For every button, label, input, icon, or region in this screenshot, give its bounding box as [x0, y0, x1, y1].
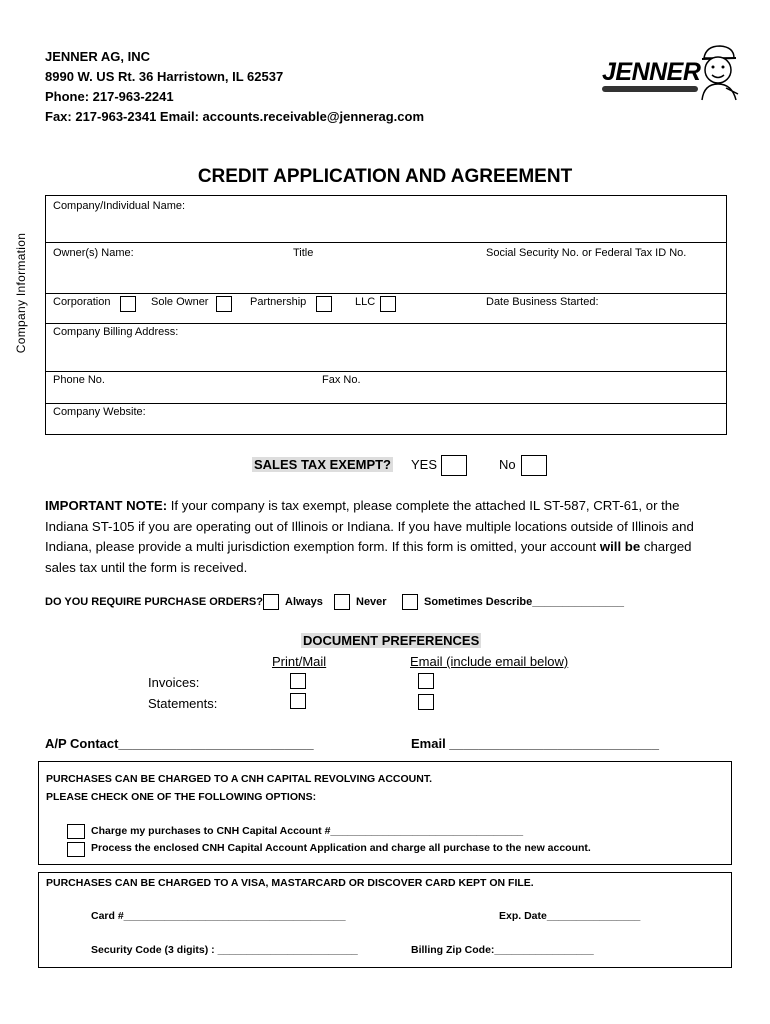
email-field[interactable]: Email _____________________________ — [411, 736, 659, 751]
company-information-box — [45, 195, 727, 435]
cnh-option-1-checkbox[interactable] — [67, 824, 85, 839]
partnership-label: Partnership — [250, 296, 307, 308]
cnh-option-2-checkbox[interactable] — [67, 842, 85, 857]
section-label-company-information: Company Information — [14, 232, 28, 353]
po-sometimes-checkbox[interactable] — [402, 594, 418, 610]
page-title: CREDIT APPLICATION AND AGREEMENT — [197, 166, 573, 187]
note-lead: IMPORTANT NOTE: — [45, 498, 168, 513]
partnership-checkbox[interactable] — [316, 296, 332, 312]
ssn-label: Social Security No. or Federal Tax ID No. — [486, 247, 687, 259]
jenner-logo — [596, 44, 741, 102]
fax-label: Fax No. — [322, 374, 361, 386]
cnh-option-2-label: Process the enclosed CNH Capital Account Application and charge all purchase to the new account. — [91, 842, 591, 854]
po-never-label: Never — [356, 596, 387, 608]
llc-checkbox[interactable] — [380, 296, 396, 312]
purchase-order-question: DO YOU REQUIRE PURCHASE ORDERS? — [45, 596, 263, 608]
po-never-checkbox[interactable] — [334, 594, 350, 610]
print-mail-column-header: Print/Mail — [272, 654, 327, 669]
corporation-label: Corporation — [53, 296, 111, 308]
title-label: Title — [293, 247, 314, 259]
company-phone: Phone: 217-963-2241 — [45, 89, 174, 104]
exp-date-field[interactable]: Exp. Date________________ — [499, 910, 641, 922]
company-address: 8990 W. US Rt. 36 Harristown, IL 62537 — [45, 69, 284, 84]
llc-label: LLC — [355, 296, 376, 308]
logo-text: JENNER — [602, 58, 701, 86]
card-number-field[interactable]: Card #______________________________________ — [91, 910, 346, 922]
phone-label: Phone No. — [53, 374, 105, 386]
tax-yes-checkbox[interactable] — [441, 455, 467, 476]
billing-zip-field[interactable]: Billing Zip Code:_________________ — [411, 944, 594, 956]
divider — [46, 403, 726, 404]
divider — [46, 293, 726, 294]
date-started-label: Date Business Started: — [486, 296, 599, 308]
cnh-line-1: PURCHASES CAN BE CHARGED TO A CNH CAPITAL REVOLVING ACCOUNT. — [46, 773, 432, 785]
invoices-email-checkbox[interactable] — [418, 673, 434, 689]
sole-owner-checkbox[interactable] — [216, 296, 232, 312]
card-heading: PURCHASES CAN BE CHARGED TO A VISA, MASTARCARD OR DISCOVER CARD KEPT ON FILE. — [46, 877, 534, 889]
cnh-line-2: PLEASE CHECK ONE OF THE FOLLOWING OPTIONS: — [46, 791, 317, 803]
website-label: Company Website: — [53, 406, 146, 418]
invoices-label: Invoices: — [148, 675, 200, 690]
divider — [46, 323, 726, 324]
document-preferences-title: DOCUMENT PREFERENCES — [303, 633, 480, 648]
corporation-checkbox[interactable] — [120, 296, 136, 312]
sole-owner-label: Sole Owner — [151, 296, 209, 308]
billing-address-label: Company Billing Address: — [53, 326, 179, 338]
cnh-option-1-label: Charge my purchases to CNH Capital Account #_________________________________ — [91, 825, 524, 837]
statements-email-checkbox[interactable] — [418, 694, 434, 710]
sales-tax-exempt-label: SALES TAX EXEMPT? — [254, 457, 391, 472]
logo-swoosh — [602, 86, 698, 92]
note-emphasis: will be — [599, 539, 641, 554]
note-tail: charged sales tax until the form is received. — [45, 539, 692, 575]
mascot-icon — [694, 44, 742, 102]
invoices-print-checkbox[interactable] — [290, 673, 306, 689]
company-name: JENNER AG, INC — [45, 49, 150, 64]
note-body: If your company is tax exempt, please complete the attached IL ST-587, CRT-61, or the Indiana ST-105 if you are operating out of Illinois or Indiana. If you have multiple locations outside of Illinois and Indiana, please provide a multi jurisdiction exemption form. If this form is omitted, your account — [45, 498, 694, 554]
company-name-label: Company/Individual Name: — [53, 200, 186, 212]
important-note — [45, 496, 725, 578]
divider — [46, 371, 726, 372]
ap-contact-field[interactable]: A/P Contact___________________________ — [45, 736, 314, 751]
statements-label: Statements: — [148, 696, 218, 711]
cnh-capital-box — [38, 761, 732, 865]
tax-no-checkbox[interactable] — [521, 455, 547, 476]
tax-yes-label: YES — [411, 457, 438, 472]
divider — [46, 242, 726, 243]
statements-print-checkbox[interactable] — [290, 693, 306, 709]
email-column-header: Email (include email below) — [410, 654, 569, 669]
po-sometimes-label: Sometimes Describe_______________ — [424, 596, 624, 608]
company-header — [45, 47, 424, 127]
owner-name-label: Owner(s) Name: — [53, 247, 134, 259]
po-always-label: Always — [285, 596, 323, 608]
credit-card-box — [38, 872, 732, 968]
po-always-checkbox[interactable] — [263, 594, 279, 610]
company-fax-email: Fax: 217-963-2341 Email: accounts.receivable@jennerag.com — [45, 109, 425, 124]
tax-no-label: No — [499, 457, 516, 472]
security-code-field[interactable]: Security Code (3 digits) : ________________________ — [91, 944, 358, 956]
